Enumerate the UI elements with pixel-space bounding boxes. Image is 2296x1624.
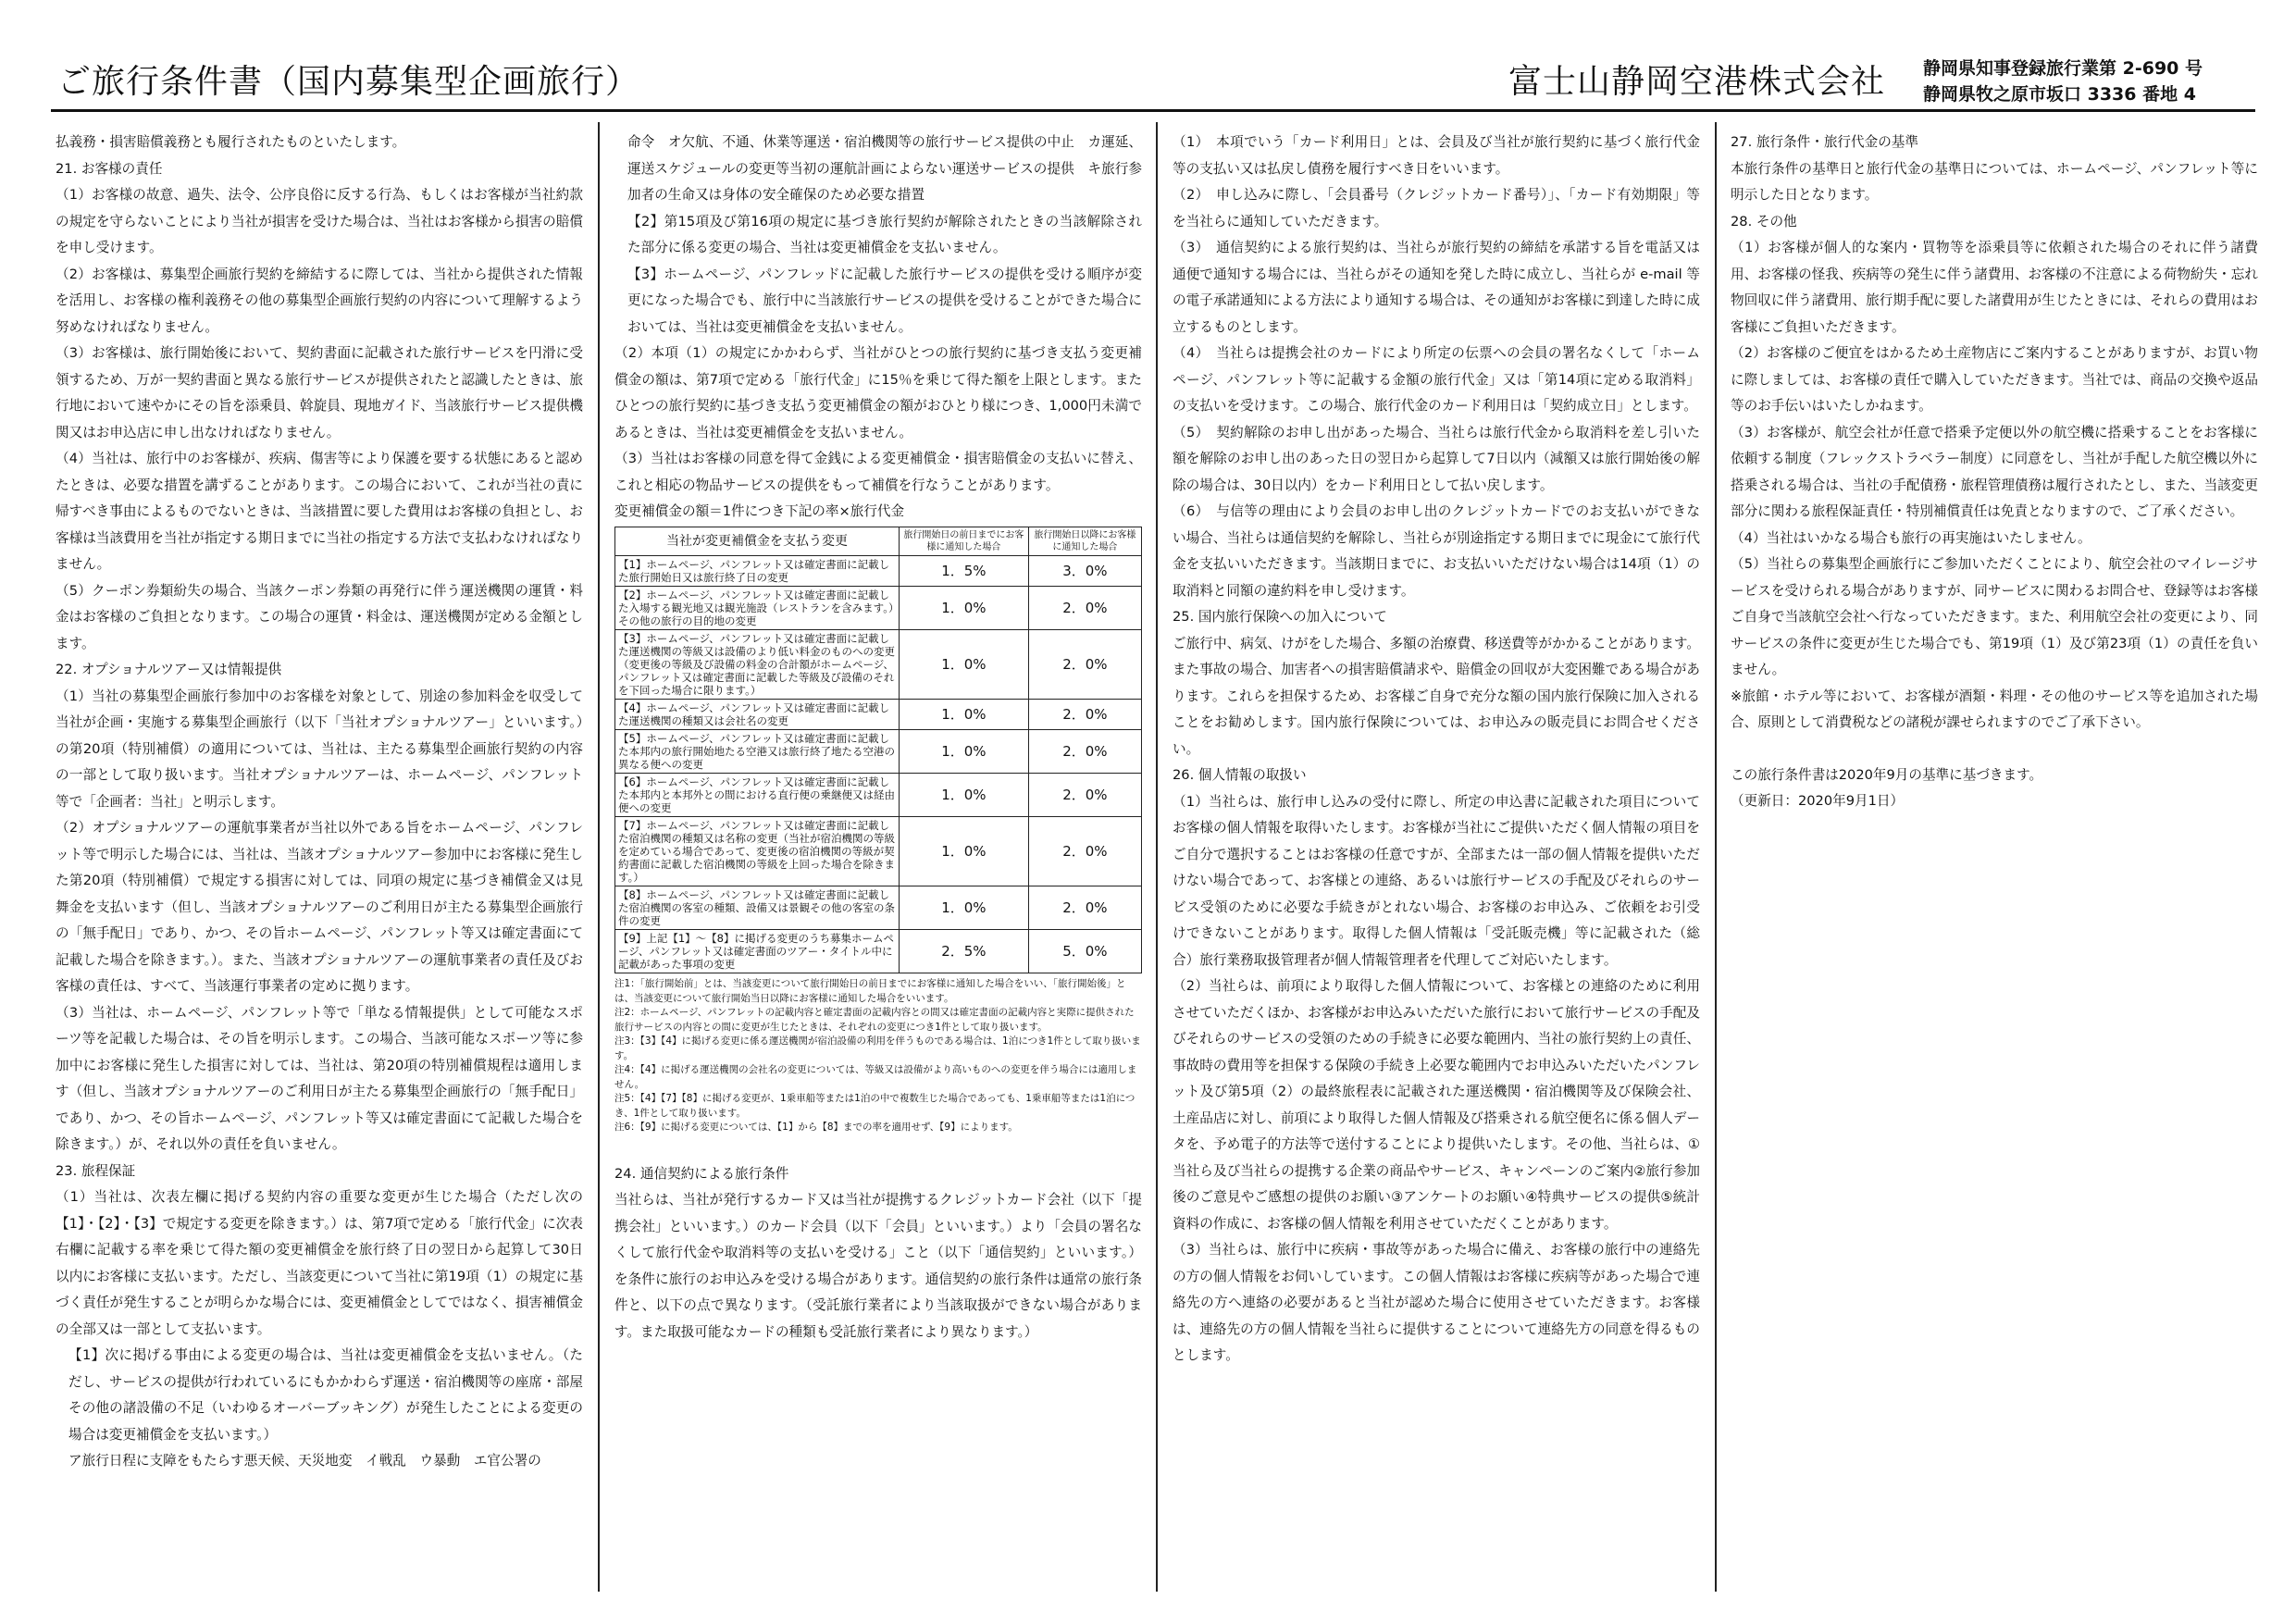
paragraph: （2）本項（1）の規定にかかわらず、当社がひとつの旅行契約に基づき支払う変更補償金の額は、第7項で定める「旅行代金」に15％を乗じて得た額を上限とします。またひとつの旅行契約に基づき支払う変更補償金の額がおひとり様につき、1,000円未満であるときは、当社は変更補償金を支払いません。 bbox=[614, 345, 1142, 440]
paragraph: 本旅行条件の基準日と旅行代金の基準日については、ホームページ、パンフレット等に明示した日となります。 bbox=[1731, 160, 2258, 203]
paragraph: （4） 当社らは提携会社のカードにより所定の伝票への会員の署名なくして「ホームページ、パンフレット等に記載する金額の旅行代金」又は「第14項に定める取消料」の支払いを受けます。この場合、旅行代金のカード利用日は「契約成立日」とします。 bbox=[1173, 345, 1700, 414]
table-row bbox=[615, 730, 1142, 774]
change-description-cell: 【7】ホームページ、パンフレット又は確定書面に記載した宿泊機関の種類又は名称の変更（当社が宿泊機関の等級を定めている場合であって、変更後の宿泊機関の等級が契約書面に記載した宿泊機関の等級を上回った場合を除きます。） bbox=[615, 817, 900, 886]
compensation-table bbox=[614, 527, 1142, 973]
paragraph: （5）クーポン券類紛失の場合、当該クーポン券類の再発行に伴う運送機関の運賃・料金はお客様のご負担となります。この場合の運賃・料金は、運送機関が定める金額とします。 bbox=[56, 582, 583, 651]
table-row bbox=[615, 930, 1142, 973]
paragraph: （4）当社は、旅行中のお客様が、疾病、傷害等により保護を要する状態にあると認めたときは、必要な措置を講ずることがあります。この場合において、これが当社の責に帰すべき事由によるものでないときは、当該措置に要した費用はお客様の負担とし、お客様は当該費用を当社が指定する期日までに当社の指定する方法で支払わなければなりません。 bbox=[56, 451, 583, 572]
table-header-cell: 旅行開始日以降にお客様に通知した場合 bbox=[1028, 527, 1141, 556]
company-name: 富士山静岡空港株式会社 bbox=[1508, 63, 1886, 101]
section-heading: 25. 国内旅行保険への加入について bbox=[1173, 609, 1387, 625]
rate-cell: 2．0% bbox=[1028, 630, 1141, 700]
rate-cell: 3．0% bbox=[1028, 556, 1141, 587]
paragraph: （1）当社らは、旅行申し込みの受付に際し、所定の申込書に記載された項目についてお客様の個人情報を取得いたします。お客様が当社にご提供いただく個人情報の項目をご自分で選択することはお客様の任意ですが、全部または一部の個人情報を提供いただけない場合であって、お客様との連絡、あるいは旅行サービスの手配及びそれらのサービス受領のために必要な手続きがとれない場合、お客様のお申込み、ご依頼をお引受けできないことがあります。取得した個人情報は「受託販売機」等に記載された（総合）旅行業務取扱管理者が個人情報管理者を代理してご対応いたします。 bbox=[1173, 793, 1700, 968]
paragraph: （3） 通信契約による旅行契約は、当社らが旅行契約の締結を承諾する旨を電話又は通便で通知する場合には、当社らがその通知を発した時に成立し、当社らが e-mail 等の電子承諾通知による方法により通知する場合は、その通知がお客様に到達した時に成立するものとします。 bbox=[1173, 240, 1700, 335]
paragraph: （3）お客様が、航空会社が任意で搭乗予定便以外の航空機に搭乗することをお客様に依頼する制度（フレックストラベラー制度）に同意をし、当社が手配した航空機以外に搭乗される場合は、当社の手配債務・旅程管理債務は履行されたとし、また、当該変更部分に関わる旅程保証責任・特別補償責任は免責となりますので、ご了承ください。 bbox=[1731, 424, 2258, 519]
table-header-cell: 旅行開始日の前日までにお客様に通知した場合 bbox=[900, 527, 1029, 556]
table-body bbox=[615, 556, 1142, 973]
change-description-cell: 【6】ホームページ、パンフレット又は確定書面に記載した本邦内と本邦外との間における直行便の乗継便又は経由便への変更 bbox=[615, 774, 900, 817]
paragraph: 【2】第15項及び第16項の規定に基づき旅行契約が解除されたときの当該解除された部分に係る変更の場合、当社は変更補償金を支払いません。 bbox=[627, 213, 1142, 255]
rate-cell: 2．0% bbox=[1028, 886, 1141, 930]
paragraph: （3）当社は、ホームページ、パンフレット等で「単なる情報提供」として可能なスポーツ等を記載した場合は、その旨を明示します。この場合、当該可能なスポーツ等に参加中にお客様に発生した損害に対しては、当社は、第20項の特別補償規程は適用します（但し、当該オプショナルツアーのご利用日が主たる募集型企画旅行の「無手配日」であり、かつ、その旨ホームページ、パンフレット等又は確定書面にて記載した場合を除きます。）が、それ以外の責任を負いません。 bbox=[56, 1004, 583, 1152]
table-notes bbox=[614, 977, 1142, 1135]
table-note: 注2：ホームページ、パンフレットの記載内容と確定書面の記載内容との間又は確定書面の記載内容と実際に提供された旅行サービスの内容との間に変更が生じたときは、それぞれの変更につき1件として取り扱います。 bbox=[614, 1007, 1135, 1033]
rate-cell: 2．0% bbox=[1028, 587, 1141, 630]
section-heading: 23. 旅程保証 bbox=[56, 1162, 136, 1179]
paragraph: （1） 本項でいう「カード利用日」とは、会員及び当社が旅行契約に基づく旅行代金等の支払い又は払戻し債務を履行すべき日をいいます。 bbox=[1173, 134, 1700, 177]
paragraph: 【1】次に掲げる事由による変更の場合は、当社は変更補償金を支払いません。（ただし、サービスの提供が行われているにもかかわらず運送・宿泊機関等の座席・部屋その他の諸設備の不足（いわゆるオーバーブッキング）が発生したことによる変更の場合は変更補償金を支払います。） bbox=[68, 1347, 583, 1443]
rate-cell: 2．0% bbox=[1028, 774, 1141, 817]
rate-cell: 1．5% bbox=[900, 556, 1029, 587]
table-row bbox=[615, 556, 1142, 587]
rate-cell: 2．0% bbox=[1028, 730, 1141, 774]
change-description-cell: 【9】上記【1】～【8】に掲げる変更のうち募集ホームページ、パンフレット又は確定書面のツアー・タイトル中に記載があった事項の変更 bbox=[615, 930, 900, 973]
section-heading: 28. その他 bbox=[1731, 213, 1797, 229]
column-4 bbox=[1731, 130, 2258, 815]
section-heading: 26. 個人情報の取扱い bbox=[1173, 767, 1307, 783]
table-caption: 変更補償金の額＝1件につき下記の率×旅行代金 bbox=[614, 503, 905, 519]
table-header-row bbox=[615, 527, 1142, 556]
table-row bbox=[615, 886, 1142, 930]
table-header-cell: 当社が変更補償金を支払う変更 bbox=[615, 527, 900, 556]
rate-cell: 2．5% bbox=[900, 930, 1029, 973]
paragraph: ※旅館・ホテル等において、お客様が酒類・料理・その他のサービス等を追加された場合、原則として消費税などの諸税が課せられますのでご了承下さい。 bbox=[1731, 688, 2258, 730]
column-divider bbox=[598, 122, 600, 1592]
section-heading: 22. オプショナルツアー又は情報提供 bbox=[56, 662, 282, 677]
paragraph: （5）当社らの募集型企画旅行にご参加いただくことにより、航空会社のマイレージサービスを受けられる場合がありますが、同サービスに関わるお問合せ、登録等はお客様ご自身で当該航空会社へ行なっていただきます。また、利用航空会社の変更により、同サービスの条件に変更が生じた場合でも、第19項（1）及び第23項（1）の責任を負いません。 bbox=[1731, 556, 2258, 677]
rate-cell: 1．0% bbox=[900, 630, 1029, 700]
paragraph: （2） 申し込みに際し、「会員番号（クレジットカード番号）」、「カード有効期限」等を当社らに通知していただきます。 bbox=[1173, 187, 1700, 229]
table-note: 注1：「旅行開始前」とは、当該変更について旅行開始日の前日までにお客様に通知した場合をいい、「旅行開始後」とは、当該変更について旅行開始当日以降にお客様に通知した場合をいいます。 bbox=[614, 978, 1126, 1004]
spacer bbox=[1731, 737, 2258, 762]
paragraph: （2）オプショナルツアーの運航事業者が当社以外である旨をホームページ、パンフレット等で明示した場合には、当社は、当該オプショナルツアー参加中にお客様に発生した第20項（特別補償）で規定する損害に対しては、同項の規定に基づき補償金又は見舞金を支払います（但し、当該オプショナルツアーのご利用日が主たる募集型企画旅行の「無手配日」であり、かつ、その旨ホームページ、パンフレット等又は確定書面にて記載した場合を除きます。）。また、当該オプショナルツアーの運航事業者の責任及びお客様の責任は、すべて、当該運行事業者の定めに拠ります。 bbox=[56, 820, 583, 994]
spacer bbox=[614, 1135, 1142, 1161]
column-divider bbox=[1156, 122, 1158, 1592]
paragraph: 払義務・損害賠償義務とも履行されたものといたします。 bbox=[56, 134, 406, 150]
document-header bbox=[0, 0, 2296, 104]
section-heading: 27. 旅行条件・旅行代金の基準 bbox=[1731, 134, 1918, 150]
paragraph: （3）お客様は、旅行開始後において、契約書面に記載された旅行サービスを円滑に受領するため、万が一契約書面と異なる旅行サービスが提供されたと認識したときは、旅行地において速やかにその旨を添乗員、斡旋員、現地ガイド、当該旅行サービス提供機関又はお申込店に申し出なければなりません。 bbox=[56, 345, 583, 440]
paragraph: （更新日：2020年9月1日） bbox=[1731, 793, 1905, 809]
paragraph: （1）当社は、次表左欄に掲げる契約内容の重要な変更が生じた場合（ただし次の【1】・【2】・【3】で規定する変更を除きます。）は、第7項で定める「旅行代金」に次表右欄に記載する率を乗じて得た額の変更補償金を旅行終了日の翌日から起算して30日以内にお客様に支払います。ただし、当該変更について当社に第19項（1）の規定に基づく責任が発生することが明らかな場合には、変更補償金としてではなく、損害補償金の全部又は一部として支払います。 bbox=[56, 1189, 583, 1337]
paragraph: ア旅行日程に支障をもたらす悪天候、天災地変 イ戦乱 ウ暴動 エ官公署の bbox=[68, 1453, 541, 1469]
paragraph: （4）当社はいかなる場合も旅行の再実施はいたしません。 bbox=[1731, 529, 2091, 546]
paragraph: （6） 与信等の理由により会員のお申し出のクレジットカードでのお支払いができない場合、当社らは通信契約を解除し、当社らが別途指定する期日までに現金にて旅行代金を支払いいただきます。当該期日までに、お支払いいただけない場合は14項（1）の取消料と同額の違約料を申し受けます。 bbox=[1173, 503, 1700, 599]
section-heading: 24. 通信契約による旅行条件 bbox=[614, 1165, 789, 1182]
change-description-cell: 【1】ホームページ、パンフレット又は確定書面に記載した旅行開始日又は旅行終了日の変更 bbox=[615, 556, 900, 587]
paragraph: （1）お客様の故意、過失、法令、公序良俗に反する行為、もしくはお客様が当社約款の規定を守らないことにより当社が損害を受けた場合は、当社はお客様から損害の賠償を申し受けます。 bbox=[56, 187, 583, 255]
rate-cell: 1．0% bbox=[900, 774, 1029, 817]
table-row bbox=[615, 630, 1142, 700]
rate-cell: 1．0% bbox=[900, 587, 1029, 630]
paragraph: （1）当社の募集型企画旅行参加中のお客様を対象として、別途の参加料金を収受して当社が企画・実施する募集型企画旅行（以下「当社オプショナルツアー」といいます。）の第20項（特別補償）の適用については、当社は、主たる募集型企画旅行契約の内容の一部として取り扱います。当社オプショナルツアーは、ホームページ、パンフレット等で「企画者：当社」と明示します。 bbox=[56, 688, 583, 810]
table-row bbox=[615, 817, 1142, 886]
column-1 bbox=[56, 130, 583, 1475]
paragraph: （2）当社らは、前項により取得した個人情報について、お客様との連絡のために利用させていただくほか、お客様がお申込みいただいた旅行において旅行サービスの手配及びそれらのサービスの受領のための手続きに必要な範囲内、当社の旅行契約上の責任、事故時の費用等を担保する保険の手続き上必要な範囲内でお申込みいただいたパンフレット及び第5項（2）の最終旅程表に記載された運送機関・宿泊機関等及び保険会社、土産品店に対し、前項により取得した個人情報及び搭乗される航空便名に係る個人データを、予め電子的方法等で送付することにより提供いたします。その他、当社らは、①当社ら及び当社らの提携する企業の商品やサービス、キャンペーンのご案内②旅行参加後のご意見やご感想の提供のお願い③アンケートのお願い④特典サービスの提供⑤統計資料の作成に、お客様の個人情報を利用させていただくことがあります。 bbox=[1173, 978, 1700, 1232]
rate-cell: 5．0% bbox=[1028, 930, 1141, 973]
column-2-bottom bbox=[614, 1161, 1142, 1346]
table-note: 注4：【4】に掲げる運送機関の会社名の変更については、等級又は設備がより高いものへの変更を伴う場合には適用しません。 bbox=[614, 1064, 1137, 1090]
paragraph: （3）当社はお客様の同意を得て金銭による変更補償金・損害賠償金の支払いに替え、これと相応の物品サービスの提供をもって補償を行なうことがあります。 bbox=[614, 451, 1142, 493]
table-row bbox=[615, 700, 1142, 730]
registration-number: 静岡県知事登録旅行業第 2-690 号 bbox=[1923, 58, 2203, 79]
header-divider bbox=[51, 109, 2255, 112]
column-2-top bbox=[614, 130, 1142, 499]
table-note: 注6：【9】に掲げる変更については、【1】から【8】までの率を適用せず、【9】によります。 bbox=[614, 1122, 1018, 1133]
paragraph: 当社らは、当社が発行するカード又は当社が提携するクレジットカード会社（以下「提携会社」といいます。）のカード会員（以下「会員」といいます。）より「会員の署名なくして旅行代金や取消料等の支払いを受ける」こと（以下「通信契約」といいます。）を条件に旅行のお申込みを受ける場合があります。通信契約の旅行条件は通常の旅行条件と、以下の点で異なります。（受託旅行業者により当該取扱ができない場合があります。また取扱可能なカードの種類も受託旅行業者により異なります。） bbox=[614, 1192, 1142, 1340]
paragraph: （2）お客様は、募集型企画旅行契約を締結するに際しては、当社から提供された情報を活用し、お客様の権利義務その他の募集型企画旅行契約の内容について理解するよう努めなければなりません。 bbox=[56, 266, 583, 335]
company-registration bbox=[1923, 56, 2203, 107]
table-note: 注5：【4】【7】【8】に掲げる変更が、1乗車船等または1泊の中で複数生じた場合であっても、1乗車船等または1泊につき、1件として取り扱います。 bbox=[614, 1093, 1136, 1119]
table-row bbox=[615, 587, 1142, 630]
change-description-cell: 【4】ホームページ、パンフレット又は確定書面に記載した運送機関の種類又は会社名の変更 bbox=[615, 700, 900, 730]
company-address: 静岡県牧之原市坂口 3336 番地 4 bbox=[1923, 84, 2196, 105]
paragraph: （5） 契約解除のお申し出があった場合、当社らは旅行代金から取消料を差し引いた額を解除のお申し出のあった日の翌日から起算して7日以内（減額又は旅行開始後の解除の場合は、30日以内）をカード利用日として払い戻します。 bbox=[1173, 424, 1700, 493]
change-description-cell: 【3】ホームページ、パンフレット又は確定書面に記載した運送機関の等級又は設備のより低い料金のものへの変更（変更後の等級及び設備の料金の合計額がホームページ、パンフレット又は確定書面に記載した等級及び設備のそれを下回った場合に限ります。） bbox=[615, 630, 900, 700]
table-note: 注3：【3】【4】に掲げる変更に係る運送機関が宿泊設備の利用を伴うものである場合は、1泊につき1件として取り扱います。 bbox=[614, 1035, 1141, 1061]
rate-cell: 2．0% bbox=[1028, 700, 1141, 730]
rate-cell: 1．0% bbox=[900, 700, 1029, 730]
document-title: ご旅行条件書（国内募集型企画旅行） bbox=[57, 63, 640, 101]
change-description-cell: 【8】ホームページ、パンフレット又は確定書面に記載した宿泊機関の客室の種類、設備又は景観その他の客室の条件の変更 bbox=[615, 886, 900, 930]
rate-cell: 2．0% bbox=[1028, 817, 1141, 886]
paragraph: （2）お客様のご便宜をはかるため土産物店にご案内することがありますが、お買い物に際しましては、お客様の責任で購入していただきます。当社では、商品の交換や返品等のお手伝いはいたしかねます。 bbox=[1731, 345, 2258, 414]
section-heading: 21. お客様の責任 bbox=[56, 160, 163, 177]
paragraph: （3）当社らは、旅行中に疾病・事故等があった場合に備え、お客様の旅行中の連絡先の方の個人情報をお伺いしています。この個人情報はお客様に疾病等があった場合で連絡先の方へ連絡の必要があると当社が認めた場合に使用させていただきます。お客様は、連絡先の方の個人情報を当社らに提供することについて連絡先方の同意を得るものとします。 bbox=[1173, 1242, 1700, 1363]
rate-cell: 1．0% bbox=[900, 730, 1029, 774]
paragraph: 【3】ホームページ、パンフレッドに記載した旅行サービスの提供を受ける順序が変更になった場合でも、旅行中に当該旅行サービスの提供を受けることができた場合においては、当社は変更補償金を支払いません。 bbox=[627, 266, 1142, 335]
rate-cell: 1．0% bbox=[900, 817, 1029, 886]
paragraph: ご旅行中、病気、けがをした場合、多額の治療費、移送費等がかかることがあります。また事故の場合、加害者への損害賠償請求や、賠償金の回収が大変困難である場合があります。これらを担保するため、お客様ご自身で充分な額の国内旅行保険に加入されることをお勧めします。国内旅行保険については、お申込みの販売員にお問合せください。 bbox=[1173, 635, 1700, 757]
change-description-cell: 【5】ホームページ、パンフレット又は確定書面に記載した本邦内の旅行開始地たる空港又は旅行終了地たる空港の異なる便への変更 bbox=[615, 730, 900, 774]
column-divider bbox=[1715, 122, 1717, 1592]
column-2 bbox=[614, 130, 1142, 1345]
paragraph: 命令 オ欠航、不通、休業等運送・宿泊機関等の旅行サービス提供の中止 カ運延、運送スケジュールの変更等当初の運航計画によらない運送サービスの提供 キ旅行参加者の生命又は身体の安全確保のため必要な措置 bbox=[627, 134, 1142, 203]
table-row bbox=[615, 774, 1142, 817]
paragraph: （1）お客様が個人的な案内・買物等を添乗員等に依頼された場合のそれに伴う諸費用、お客様の怪我、疾病等の発生に伴う諸費用、お客様の不注意による荷物紛失・忘れ物回収に伴う諸費用、旅行期手配に要した諸費用が生じたときには、それらの費用はお客様にご負担いただきます。 bbox=[1731, 240, 2258, 335]
rate-cell: 1．0% bbox=[900, 886, 1029, 930]
change-description-cell: 【2】ホームページ、パンフレット又は確定書面に記載した入場する観光地又は観光施設（レストランを含みます。）その他の旅行の目的地の変更 bbox=[615, 587, 900, 630]
column-3 bbox=[1173, 130, 1700, 1370]
paragraph: この旅行条件書は2020年9月の基準に基づきます。 bbox=[1731, 766, 2043, 783]
